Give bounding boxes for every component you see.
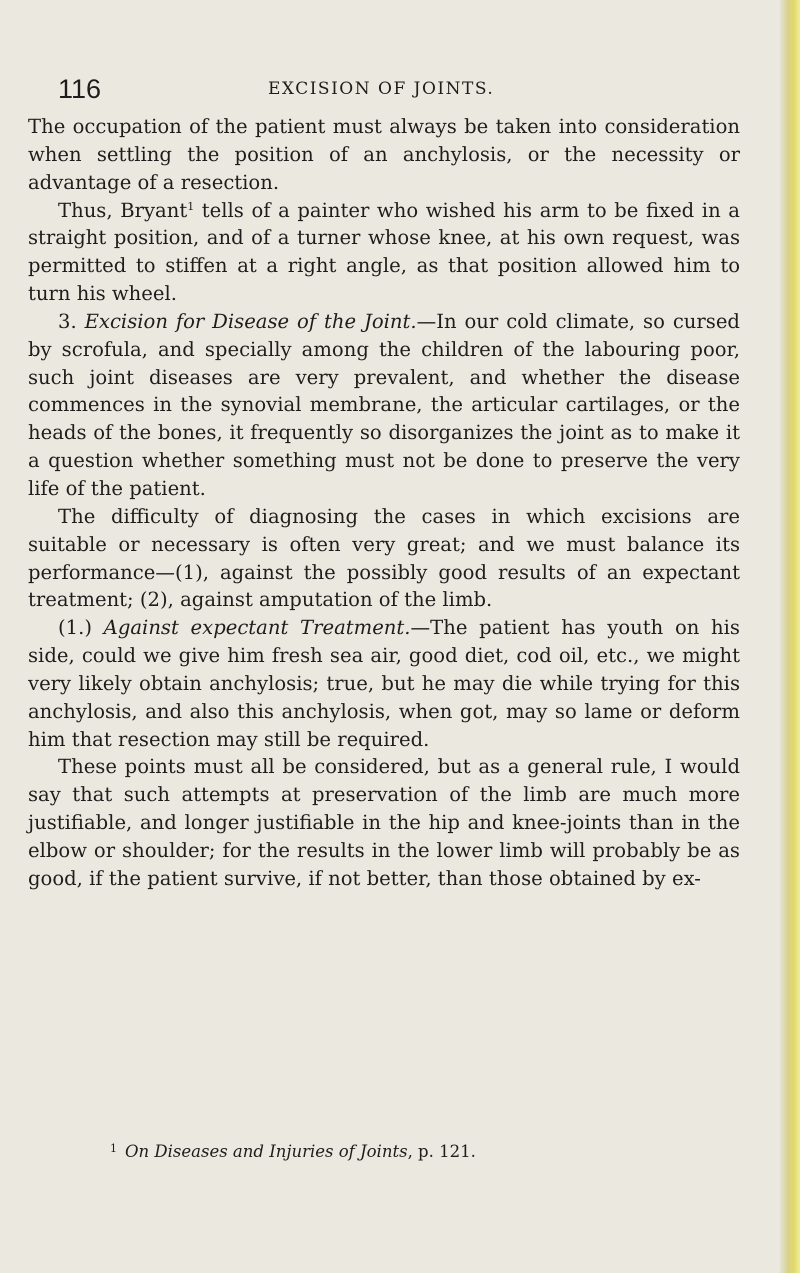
paragraph-1 — [28, 113, 740, 197]
footnote-reference-text: , p. 121. — [407, 1142, 476, 1161]
paragraph-4 — [28, 503, 740, 614]
paragraph-3-text: —In our cold climate, so cursed by scrofula, and specially among the children of the labouring poor, such joint diseases are very prevalent, and whether the disease commences in the synovial membrane, the articular cartilages, or the heads of the bones, it frequently so disorganizes the joint as to make it a question whether something must not be done to preserve the very life of the patient. — [28, 309, 740, 500]
paragraph-5 — [28, 614, 740, 753]
footnote-title: On Diseases and Injuries of Joints — [125, 1142, 408, 1161]
paragraph-2-text-b: tells of a painter who wished his arm to be fixed in a straight position, and of a turner whose knee, at his own request, was permitted to stiffen at a right angle, as that position allowed him to turn his wheel. — [28, 198, 740, 306]
paragraph-3 — [28, 308, 740, 503]
subsection-heading: Against expectant Treatment. — [103, 616, 411, 640]
paragraph-6-text: These points must all be considered, but as a general rule, I would say that such attempts at preservation of the limb are much more justifiable, and longer justifiable in the hip and knee-joints than in the elbow or shoulder; for the results in the lower limb will probably be as good, if the patient survive, if not better, than those obtained by ex- — [28, 755, 740, 890]
section-heading: Excision for Disease of the Joint. — [84, 309, 417, 333]
paragraph-2 — [28, 197, 740, 308]
paragraph-1-text: The occupation of the patient must always be taken into consideration when settling the position of an anchylosis, or the necessity or advantage of a resection. — [28, 115, 740, 194]
footnote — [110, 1137, 476, 1164]
page-edge — [780, 0, 800, 1273]
page-header — [58, 72, 748, 106]
page-number: 116 — [58, 74, 102, 104]
footnote-reference: 1 — [187, 199, 195, 213]
section-number: 3. — [58, 309, 85, 333]
paragraph-2-text-a: Thus, Bryant — [58, 198, 188, 222]
paragraph-4-text: The difficulty of diagnosing the cases in which excisions are suitable or necessary is often very great; and we must balance its performance—(1), against the possibly good results of an expectant treatment; (2), against amputation of the limb. — [28, 504, 740, 612]
body-text — [28, 113, 740, 893]
footnote-mark: 1 — [110, 1142, 117, 1155]
running-head: EXCISION OF JOINTS. — [268, 79, 495, 99]
subsection-number: (1.) — [58, 616, 104, 640]
paragraph-6 — [28, 753, 740, 892]
paragraph-5-text: —The patient has youth on his side, could we give him fresh sea air, good diet, cod oil, etc., we might very likely obtain anchylosis; true, but he may die while trying for this anchylosis, and also this anchylosis, when got, may so lame or deform him that resection may still be required. — [28, 616, 740, 751]
